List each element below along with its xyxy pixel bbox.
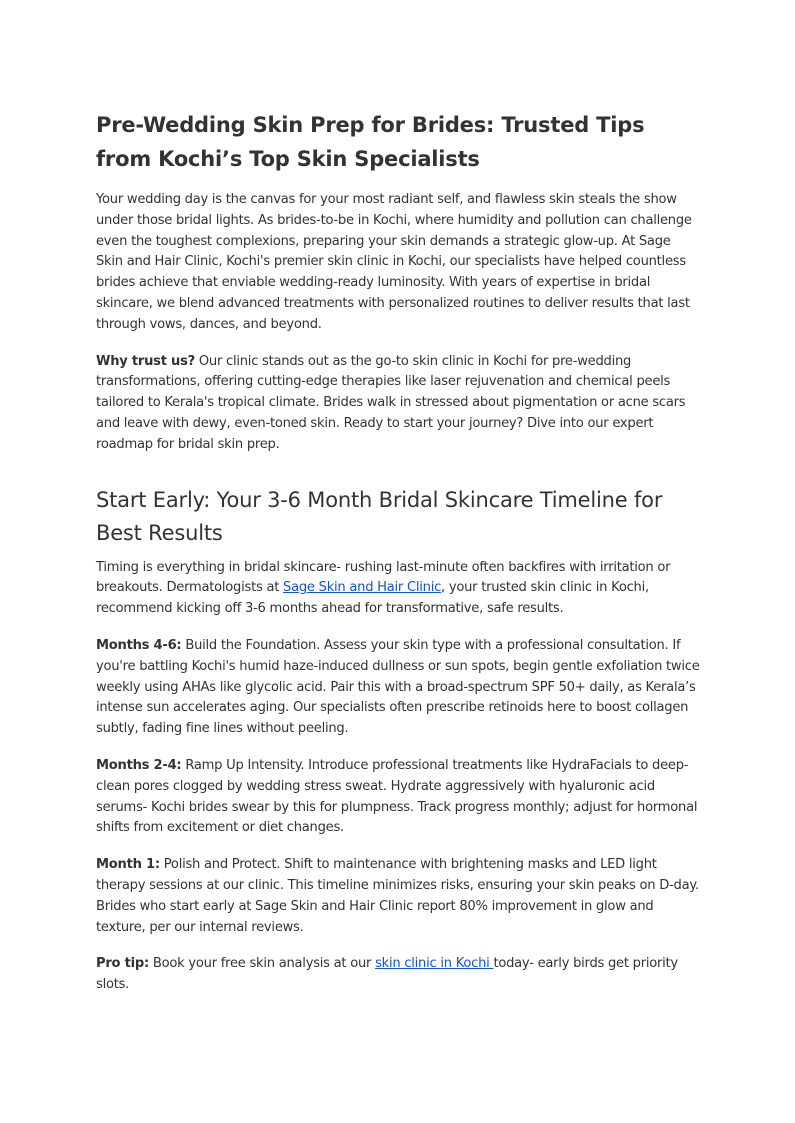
spacer <box>96 938 700 954</box>
pro-tip-text-end: today- early birds get priority slots. <box>96 956 678 993</box>
trust-text: Our clinic stands out as the go-to skin clinic in Kochi for pre-wedding transformations, offering cutting-edge therapies like laser rejuvenation and chemical peels tailored to Kerala's tropical climate. Brides walk in stressed about pigmentation or acne scars and leave with dewy, even-toned skin. Ready to start your journey? Dive into our expert roadmap for bridal skin prep. <box>96 353 686 452</box>
spacer <box>96 336 700 352</box>
phase-paragraph-months-4-6 <box>96 636 700 740</box>
spacer <box>96 740 700 756</box>
spacer <box>96 456 700 484</box>
article <box>96 108 700 996</box>
pro-tip-paragraph <box>96 954 700 996</box>
spacer <box>96 550 700 558</box>
timeline-intro-paragraph <box>96 558 700 620</box>
phase-paragraph-months-2-4 <box>96 756 700 839</box>
page-title: Pre-Wedding Skin Prep for Brides: Trusted Tips from Kochi’s Top Skin Specialists <box>96 113 645 171</box>
spacer <box>96 620 700 636</box>
spacer <box>96 839 700 855</box>
phase-text: Polish and Protect. Shift to maintenance with brightening masks and LED light therapy sessions at our clinic. This timeline minimizes risks, ensuring your skin peaks on D-day. Brides who start early at Sage Skin and Hair Clinic report 80% improvement in glow and texture, per our internal reviews. <box>96 857 699 935</box>
phase-paragraph-month-1 <box>96 855 700 938</box>
timeline-intro-text: Timing is everything in bridal skincare- rushing last-minute often backfires with irritation or breakouts. Dermatologists at <box>96 559 671 596</box>
pro-tip-lead: Pro tip: <box>96 956 149 972</box>
timeline-intro-text-end: , your trusted skin clinic in Kochi, recommend kicking off 3-6 months ahead for transformative, safe results. <box>96 580 649 617</box>
trust-paragraph <box>96 352 700 456</box>
clinic-link[interactable]: Sage Skin and Hair Clinic <box>283 580 442 596</box>
phase-lead: Month 1: <box>96 857 160 873</box>
timeline-heading: Start Early: Your 3-6 Month Bridal Skincare Timeline for Best Results <box>96 487 663 545</box>
intro-paragraph: Your wedding day is the canvas for your most radiant self, and flawless skin steals the show under those bridal lights. As brides-to-be in Kochi, where humidity and pollution can challenge even the toughest complexions, preparing your skin demands a strategic glow-up. At Sage Skin and Hair Clinic, Kochi's premier skin clinic in Kochi, our specialists have helped countless brides achieve that enviable wedding-ready luminosity. With years of expertise in bridal skincare, we blend advanced treatments with personalized routines to deliver results that last through vows, dances, and beyond. <box>96 192 692 332</box>
skin-clinic-link[interactable]: skin clinic in Kochi <box>375 956 494 972</box>
phase-lead: Months 4-6: <box>96 637 182 653</box>
phase-text: Build the Foundation. Assess your skin type with a professional consultation. If you're battling Kochi's humid haze-induced dullness or sun spots, begin gentle exfoliation twice weekly using AHAs like glycolic acid. Pair this with a broad-spectrum SPF 50+ daily, as Kerala’s intense sun accelerates aging. Our specialists often prescribe retinoids here to boost collagen subtly, fading fine lines without peeling. <box>96 637 700 737</box>
phase-lead: Months 2-4: <box>96 757 182 773</box>
trust-lead: Why trust us? <box>96 353 195 369</box>
pro-tip-text: Book your free skin analysis at our <box>148 956 376 972</box>
phase-text: Ramp Up Intensity. Introduce professional treatments like HydraFacials to deep-clean pores clogged by wedding stress sweat. Hydrate aggressively with hyaluronic acid serums- Kochi brides swear by this for plumpness. Track progress monthly; adjust for hormonal shifts from excitement or diet changes. <box>96 757 698 836</box>
spacer <box>96 176 700 190</box>
